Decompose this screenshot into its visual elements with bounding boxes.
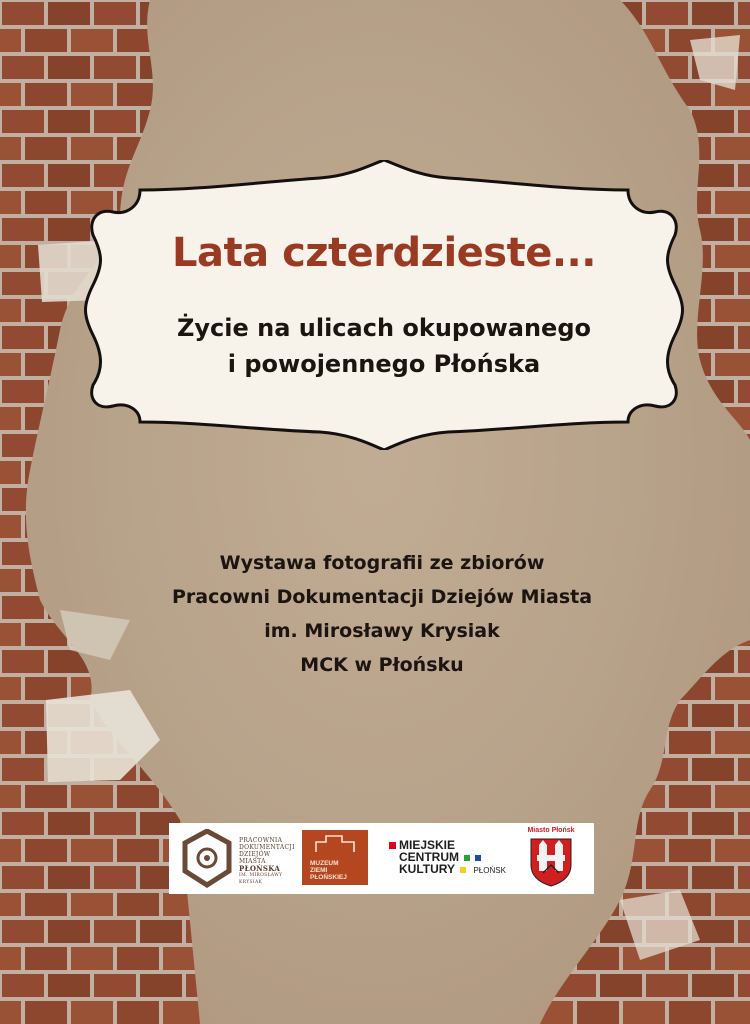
pracownia-line-4: PŁOŃSKA <box>239 864 281 873</box>
info-line-2: Pracowni Dokumentacji Dziejów Miasta <box>171 586 593 608</box>
mck-line-3: KULTURY <box>399 862 455 876</box>
pracownia-logo <box>177 823 297 894</box>
mck-city: PŁOŃSK <box>473 866 506 875</box>
muzeum-line-2: ZIEMI <box>310 867 328 874</box>
red-square-icon <box>389 842 396 849</box>
gear-emblem-icon <box>181 829 233 889</box>
muzeum-line-3: PŁOŃSKIEJ <box>310 874 347 881</box>
title-frame <box>80 160 688 450</box>
muzeum-line-1: MUZEUM <box>310 860 339 867</box>
mck-line-2: CENTRUM <box>399 850 459 864</box>
ornamental-frame <box>80 160 688 450</box>
pracownia-line-1: PRACOWNIA <box>239 837 283 844</box>
subtitle-line-1: Życie na ulicach okupowanego <box>177 314 591 342</box>
mck-line-1: MIEJSKIE <box>399 838 456 852</box>
muzeum-logo <box>302 830 368 885</box>
pracownia-line-3: DZIEJÓW MIASTA <box>239 851 271 865</box>
info-line-3: im. Mirosławy Krysiak <box>264 620 500 642</box>
yellow-square-icon <box>460 867 466 873</box>
page-title: Lata czterdzieste... <box>172 230 596 276</box>
subtitle <box>80 310 688 382</box>
coat-of-arms-icon <box>529 837 573 887</box>
sponsor-logos-bar <box>169 823 594 894</box>
pracownia-line-5: IM. MIROSŁAWY KRYSIAK <box>239 873 283 885</box>
blue-square-icon <box>475 855 481 861</box>
info-line-4: MCK w Płońsku <box>300 654 464 676</box>
subtitle-line-2: i powojennego Płońska <box>227 350 541 378</box>
pracownia-line-2: DOKUMENTACJI <box>239 844 295 851</box>
info-line-1: Wystawa fotografii ze zbiorów <box>219 552 545 574</box>
building-icon <box>302 830 368 858</box>
green-square-icon <box>464 855 470 861</box>
plonsk-label: Miasto Płońsk <box>527 827 575 834</box>
exhibition-info <box>100 546 664 682</box>
